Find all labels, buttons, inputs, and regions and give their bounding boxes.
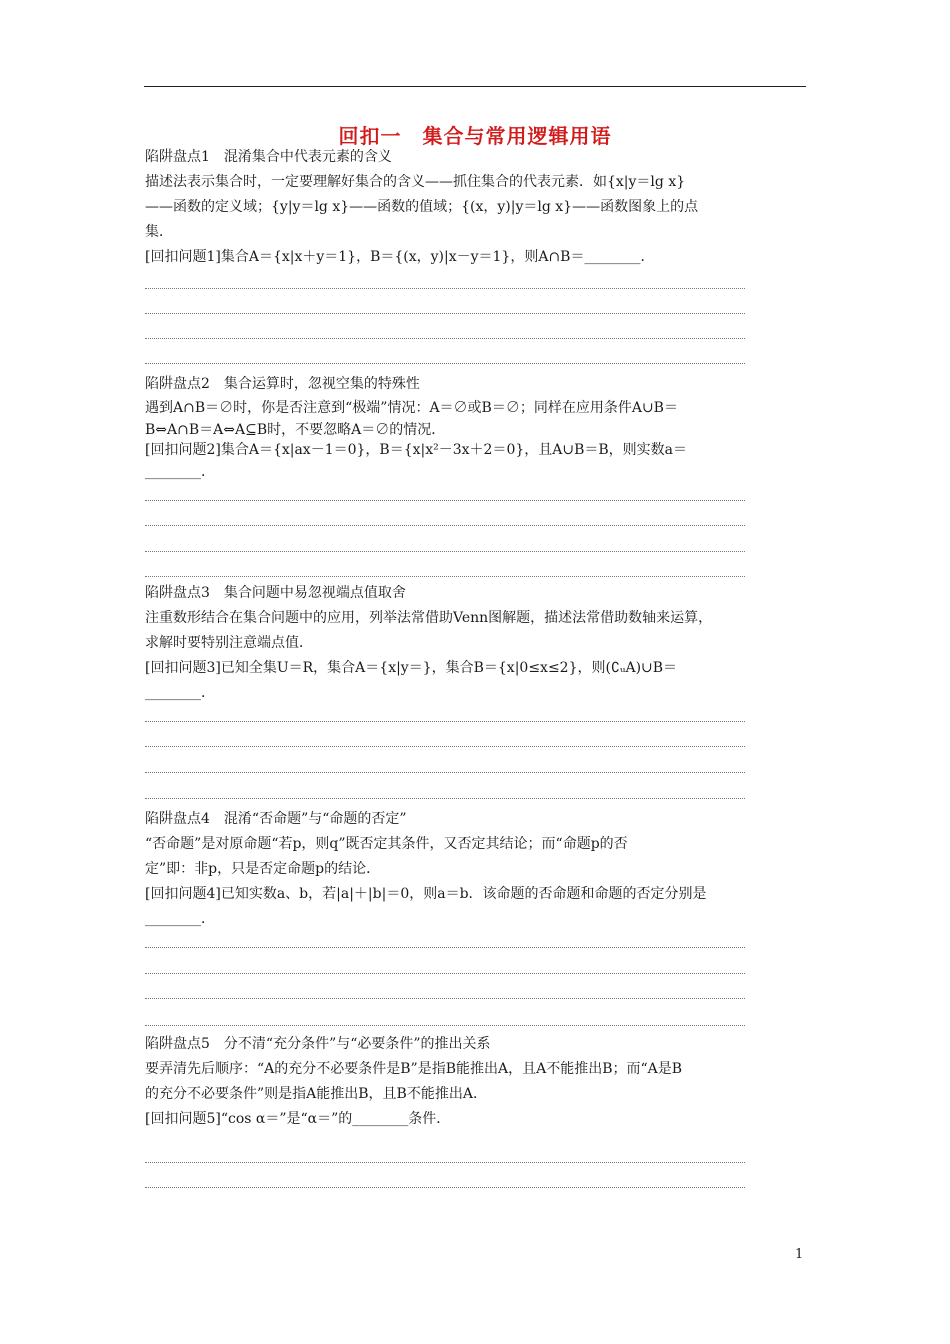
- body-line: 要弄清先后顺序：“A的充分不必要条件是B”是指B能推出A，且A不能推出B；而“A是B: [145, 1061, 683, 1077]
- section-heading: 陷阱盘点4 混淆“否命题”与“命题的否定”: [145, 811, 407, 827]
- answer-line: [145, 772, 745, 773]
- section-heading: 陷阱盘点5 分不清“充分条件”与“必要条件”的推出关系: [145, 1036, 491, 1052]
- question-line: ________．: [145, 685, 215, 701]
- question-line: [回扣问题2]集合A＝{x|ax－1＝0}，B＝{x|x²－3x＋2＝0}，且A∪B＝B，则实数a＝: [145, 442, 688, 458]
- question-line: ________．: [145, 464, 215, 480]
- page-title: 回扣一 集合与常用逻辑用语: [338, 124, 612, 148]
- body-line: B⇔A∩B＝A⇔A⊆B时，不要忽略A＝∅的情况．: [145, 422, 446, 438]
- header-rule: [144, 86, 806, 87]
- question-line: [回扣问题4]已知实数a、b，若|a|＋|b|＝0，则a＝b．该命题的否命题和命题的否定分别是: [145, 886, 707, 902]
- body-line: 遇到A∩B＝∅时，你是否注意到“极端”情况：A＝∅或B＝∅；同样在应用条件A∪B＝: [145, 400, 678, 416]
- answer-line: [145, 1187, 745, 1188]
- answer-line: [145, 363, 745, 364]
- question-line: [回扣问题3]已知全集U＝R，集合A＝{x|y＝}，集合B＝{x|0≤x≤2}，则(∁ᵤA)∪B＝: [145, 660, 678, 676]
- answer-line: [145, 973, 745, 974]
- answer-line: [145, 576, 745, 577]
- section-heading: 陷阱盘点2 集合运算时，忽视空集的特殊性: [145, 376, 420, 392]
- section-4: [145, 807, 810, 936]
- page-number: 1: [795, 1247, 804, 1262]
- section-2: [145, 372, 810, 489]
- body-line: 定”即：非p，只是否定命题p的结论．: [145, 861, 381, 877]
- body-line: 注重数形结合在集合问题中的应用，列举法常借助Venn图解题，描述法常借助数轴来运算，: [145, 610, 713, 626]
- body-line: 描述法表示集合时，一定要理解好集合的含义——抓住集合的代表元素．如{x|y＝lg x}: [145, 174, 686, 190]
- section-5: [145, 1032, 810, 1134]
- answer-line: [145, 313, 745, 314]
- section-3: [145, 581, 810, 710]
- body-line: “否命题”是对原命题“若p，则q”既否定其条件，又否定其结论；而“命题p的否: [145, 836, 628, 852]
- question-line: ________．: [145, 911, 215, 927]
- answer-line: [145, 721, 745, 722]
- body-line: 的充分不必要条件”则是指A能推出B，且B不能推出A．: [145, 1086, 487, 1102]
- answer-line: [145, 998, 745, 999]
- section-heading: 陷阱盘点1 混淆集合中代表元素的含义: [145, 149, 392, 165]
- answer-line: [145, 525, 745, 526]
- answer-line: [145, 1025, 745, 1026]
- body-line: 集．: [145, 224, 173, 240]
- answer-line: [145, 1162, 745, 1163]
- question-line: [回扣问题1]集合A＝{x|x＋y＝1}，B＝{(x，y)|x－y＝1}，则A∩B＝________．: [145, 249, 655, 265]
- answer-line: [145, 500, 745, 501]
- section-heading: 陷阱盘点3 集合问题中易忽视端点值取舍: [145, 585, 406, 601]
- section-1: [145, 145, 810, 274]
- answer-line: [145, 746, 745, 747]
- answer-line: [145, 338, 745, 339]
- answer-line: [145, 551, 745, 552]
- question-line: [回扣问题5]“cos α＝”是“α＝”的________条件．: [145, 1111, 451, 1127]
- answer-line: [145, 947, 745, 948]
- answer-line: [145, 288, 745, 289]
- body-line: ——函数的定义域；{y|y＝lg x}——函数的值域；{(x，y)|y＝lg x}——函数图象上的点: [145, 199, 699, 215]
- answer-line: [145, 798, 745, 799]
- body-line: 求解时要特别注意端点值．: [145, 635, 313, 651]
